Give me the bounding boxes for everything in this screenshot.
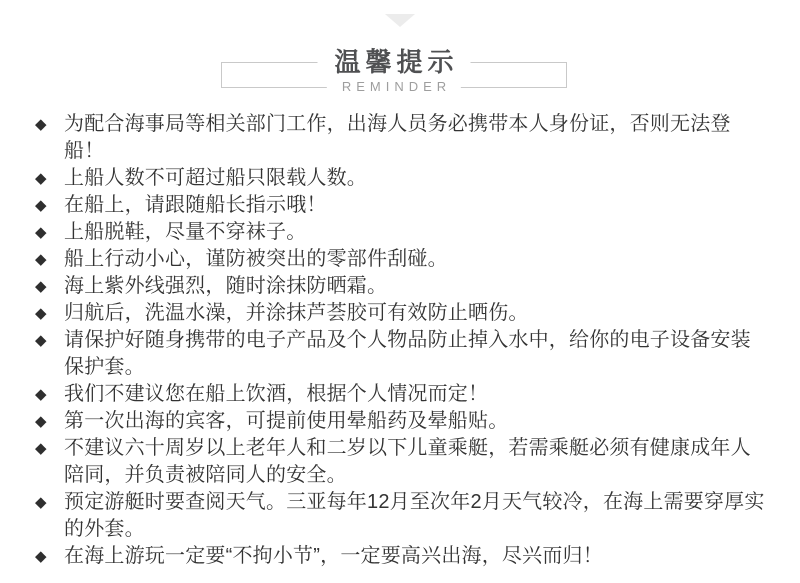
reminder-text: 海上紫外线强烈，随时涂抹防晒霜。	[64, 275, 388, 297]
list-item	[35, 435, 769, 489]
diamond-bullet-icon: ◆	[35, 305, 47, 322]
list-item	[35, 246, 769, 273]
reminder-text: 请保护好随身携带的电子产品及个人物品防止掉入水中，给你的电子设备安装保护套。	[64, 329, 751, 378]
list-item	[35, 165, 769, 192]
reminder-text: 第一次出海的宾客，可提前使用晕船药及晕船贴。	[64, 410, 509, 432]
reminder-text: 上船脱鞋，尽量不穿袜子。	[64, 221, 307, 243]
diamond-bullet-icon: ◆	[35, 116, 47, 133]
list-item	[35, 300, 769, 327]
list-item	[35, 273, 769, 300]
chevron-down-icon	[385, 14, 415, 27]
diamond-bullet-icon: ◆	[35, 494, 47, 511]
diamond-bullet-icon: ◆	[35, 548, 47, 565]
header-frame	[221, 47, 567, 94]
reminder-text: 上船人数不可超过船只限载人数。	[64, 167, 367, 189]
list-item	[35, 489, 769, 543]
diamond-bullet-icon: ◆	[35, 251, 47, 268]
diamond-bullet-icon: ◆	[35, 332, 47, 349]
diamond-bullet-icon: ◆	[35, 386, 47, 403]
reminder-list	[35, 111, 769, 570]
list-item	[35, 111, 769, 165]
reminder-text: 在海上游玩一定要“不拘小节”，一定要高兴出海，尽兴而归！	[64, 545, 603, 567]
diamond-bullet-icon: ◆	[35, 170, 47, 187]
diamond-bullet-icon: ◆	[35, 413, 47, 430]
diamond-bullet-icon: ◆	[35, 278, 47, 295]
reminder-text: 我们不建议您在船上饮酒，根据个人情况而定！	[64, 383, 489, 405]
reminder-text: 不建议六十周岁以上老年人和二岁以下儿童乘艇，若需乘艇必须有健康成年人陪同，并负责被陪同人的安全。	[64, 437, 751, 486]
reminder-text: 在船上，请跟随船长指示哦！	[64, 194, 327, 216]
reminder-text: 预定游艇时要查阅天气。三亚每年12月至次年2月天气较冷，在海上需要穿厚实的外套。	[64, 491, 765, 540]
page-subtitle: REMINDER	[327, 78, 461, 96]
list-item	[35, 381, 769, 408]
reminder-text: 船上行动小心，谨防被突出的零部件刮碰。	[64, 248, 448, 270]
page-title: 温馨提示	[317, 47, 470, 77]
reminder-text: 归航后，洗温水澡，并涂抹芦荟胶可有效防止晒伤。	[64, 302, 529, 324]
diamond-bullet-icon: ◆	[35, 440, 47, 457]
list-item	[35, 192, 769, 219]
reminder-text: 为配合海事局等相关部门工作，出海人员务必携带本人身份证，否则无法登船！	[64, 113, 731, 162]
list-item	[35, 408, 769, 435]
list-item	[35, 219, 769, 246]
list-item	[35, 543, 769, 570]
list-item	[35, 327, 769, 381]
diamond-bullet-icon: ◆	[35, 197, 47, 214]
diamond-bullet-icon: ◆	[35, 224, 47, 241]
